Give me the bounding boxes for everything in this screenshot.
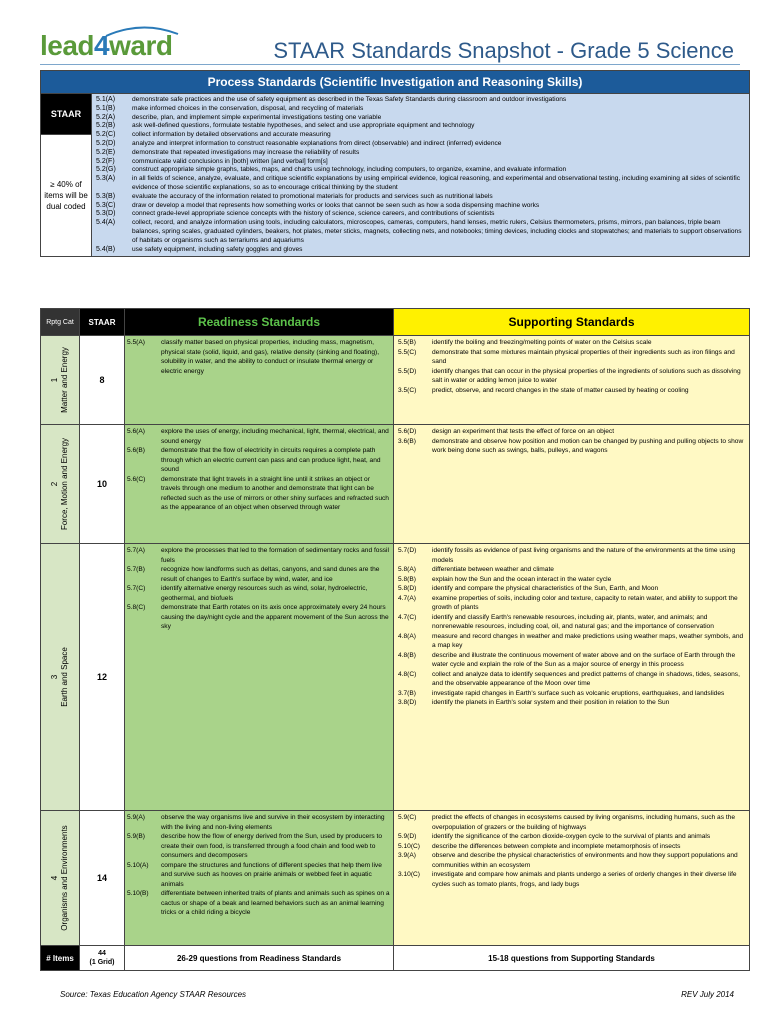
standard-code: 5.7(C): [127, 585, 146, 592]
standards-table: [40, 308, 750, 971]
items-label: # Items: [41, 946, 80, 970]
standard-code: 4.7(C): [398, 613, 417, 621]
standard-code: 5.6(A): [127, 428, 145, 435]
standard-text: identify and classify Earth's renewable resources, including air, plants, water, and animals; and nonrenewable resources, including coal, oil, and natural gas; and the importance of conservation: [432, 613, 714, 630]
standard-code: 5.6(C): [127, 475, 146, 483]
standard-text: investigate rapid changes in Earth's surface such as volcanic eruptions, earthquakes, and landslides: [432, 689, 725, 697]
items-total-number: 44: [98, 950, 106, 957]
standard-code: 5.2(A): [96, 113, 116, 121]
standard-code: 5.9(A): [127, 814, 145, 821]
readiness-standard: [127, 603, 391, 632]
items-total: [80, 946, 125, 970]
category-number: 3: [50, 674, 59, 680]
standard-text: collect, record, and analyze information using tools, including calculators, microscopes, cameras, computers, hand lenses, metric rulers, Celsius thermometers, prisms, mirrors, pan balances, triple beam balances, spring scales, graduated cylinders, beakers, hot plates, meter sticks, magnets, collecting nets, and notebooks; timing devices, including clocks and stopwatches; and materials to support observations of habitats or organisms such as terrariums and aquariums: [132, 219, 742, 244]
standard-text: construct appropriate simple graphs, tables, maps, and charts using technology, including computers, to organize, examine, and evaluate information: [132, 166, 567, 174]
readiness-standard: [127, 475, 391, 513]
process-standard-row: [96, 202, 747, 211]
standard-code: 5.1(B): [96, 104, 116, 112]
readiness-standards-cell: [125, 336, 394, 424]
standard-text: demonstrate safe practices and the use of safety equipment as described in the Texas Safety Standards during classroom and outdoor investigations: [132, 96, 567, 103]
standard-code: 5.8(C): [127, 604, 146, 611]
category-number: 4: [50, 875, 59, 881]
standard-code: 5.10(B): [127, 890, 149, 897]
process-standard-row: [96, 246, 747, 255]
readiness-standard: [127, 338, 391, 376]
standard-code: 5.3(B): [96, 192, 116, 200]
standard-code: 5.4(B): [96, 245, 116, 253]
reporting-category-row: [41, 425, 749, 544]
readiness-standard: [127, 565, 391, 584]
standard-text: describe how the flow of energy derived from the Sun, used by producers to create their own food, is transferred through a food chain and food web to consumers and decomposers: [161, 833, 383, 859]
standard-text: make informed choices in the conservation, disposal, and recycling of materials: [132, 104, 364, 112]
reporting-category-row: [41, 811, 749, 946]
category-item-count: 12: [80, 544, 125, 810]
supporting-standard: [398, 870, 747, 889]
reporting-category-label: [41, 544, 80, 810]
source-note: Source: Texas Education Agency STAAR Resources: [60, 990, 247, 999]
readiness-standard: [127, 832, 391, 861]
readiness-standards-cell: [125, 544, 394, 810]
supporting-standard: [398, 575, 747, 585]
page-title: STAAR Standards Snapshot - Grade 5 Science: [273, 38, 734, 63]
header-staar: STAAR: [80, 309, 125, 335]
standard-code: 5.7(D): [398, 547, 417, 554]
logo-arc-icon: [102, 24, 182, 38]
standard-code: 5.3(D): [96, 210, 116, 218]
standard-code: 5.6(B): [127, 447, 145, 454]
header-supporting: Supporting Standards: [394, 309, 749, 335]
logo-text-4: 4: [94, 30, 110, 61]
standard-text: connect grade-level appropriate science concepts with the history of science, science careers, and contributions of scientists: [132, 210, 495, 218]
standard-text: identify the significance of the carbon dioxide-oxygen cycle to the survival of plants and animals: [432, 833, 711, 840]
standard-text: communicate valid conclusions in [both] written [and verbal] form[s]: [132, 157, 328, 165]
supporting-standard: [398, 565, 747, 575]
standard-code: 5.7(A): [127, 547, 145, 554]
standard-text: examine properties of soils, including color and texture, capacity to retain water, and ability to support the growth of plants: [432, 594, 738, 611]
category-item-count: 8: [80, 336, 125, 424]
standard-text: identify alternative energy resources such as wind, solar, hydroelectric, geothermal, and biofuels: [161, 585, 368, 602]
standard-text: observe the way organisms live and survive in their ecosystem by interacting with the living and non-living elements: [161, 814, 385, 831]
standard-text: investigate and compare how animals and plants undergo a series of orderly changes in their diverse life cycles such as tomato plants, frogs, and lady bugs: [432, 871, 737, 888]
supporting-standard: [398, 842, 747, 852]
process-standard-row: [96, 96, 747, 105]
supporting-standard: [398, 651, 747, 670]
standard-code: 3.7(B): [398, 689, 416, 697]
supporting-standard: [398, 348, 747, 367]
standard-text: explain how the Sun and the ocean interact in the water cycle: [432, 575, 612, 583]
standard-code: 5.5(C): [398, 348, 417, 356]
standard-text: predict the effects of changes in ecosystems caused by living organisms, including humans, such as the overpopulation of grazers or the building of highways: [432, 814, 735, 831]
header-readiness: Readiness Standards: [125, 309, 394, 335]
supporting-standard: [398, 613, 747, 632]
standard-text: analyze and interpret information to construct reasonable explanations from direct (observable) and indirect (inferred) evidence: [132, 139, 502, 147]
standard-text: identify changes that can occur in the physical properties of the ingredients of solutions such as dissolving salt in water or adding lemon juice to water: [432, 367, 741, 384]
standard-code: 5.5(D): [398, 367, 417, 375]
standard-text: identify the boiling and freezing/melting points of water on the Celsius scale: [432, 339, 652, 346]
standard-code: 5.7(B): [127, 566, 145, 573]
readiness-question-count: 26-29 questions from Readiness Standards: [125, 946, 394, 970]
readiness-standard: [127, 427, 391, 446]
standard-text: compare the structures and functions of different species that help them live and survive such as hooves on prairie animals or webbed feet in aquatic animals: [161, 861, 382, 888]
standard-code: 5.6(D): [398, 428, 417, 435]
standard-code: 5.2(E): [96, 148, 116, 156]
header-divider: [40, 64, 740, 65]
standard-code: 5.2(B): [96, 122, 116, 130]
standard-code: 5.10(A): [127, 861, 149, 869]
standard-code: 3.9(A): [398, 852, 416, 859]
standard-code: 5.10(C): [398, 842, 420, 850]
standard-code: 3.6(B): [398, 437, 416, 445]
standard-text: recognize how landforms such as deltas, canyons, and sand dunes are the result of changes to Earth's surface by wind, water, and ice: [161, 566, 380, 583]
standard-text: demonstrate that some mixtures maintain physical properties of their ingredients such as iron filings and sand: [432, 348, 735, 365]
category-name: Force, Motion and Energy: [60, 437, 69, 531]
supporting-standard: [398, 689, 747, 699]
process-standard-row: [96, 166, 747, 175]
reporting-category-row: [41, 336, 749, 425]
supporting-standard: [398, 813, 747, 832]
standard-text: describe, plan, and implement simple experimental investigations testing one variable: [132, 113, 382, 121]
supporting-standard: [398, 632, 747, 651]
category-name: Earth and Space: [60, 647, 69, 707]
supporting-standard: [398, 437, 747, 456]
standard-code: 5.4(A): [96, 219, 116, 227]
process-standards-heading: Process Standards (Scientific Investigation and Reasoning Skills): [41, 71, 749, 94]
standard-code: 3.10(C): [398, 871, 420, 878]
category-number: 1: [50, 377, 59, 383]
category-item-count: 14: [80, 811, 125, 945]
standard-text: demonstrate that the flow of electricity in circuits requires a complete path through which an electric current can pass and can produce light, heat, and sound: [161, 447, 381, 473]
supporting-standard: [398, 584, 747, 594]
process-standard-row: [96, 140, 747, 149]
process-standard-row: [96, 105, 747, 114]
supporting-standard: [398, 670, 747, 689]
standard-text: draw or develop a model that represents how something works or looks that cannot be seen such as how a soda dispensing machine works: [132, 201, 540, 209]
standard-code: 5.9(C): [398, 814, 417, 821]
standard-code: 5.8(A): [398, 566, 416, 573]
reporting-category-label: [41, 811, 80, 945]
supporting-standard: [398, 594, 747, 613]
standard-text: classify matter based on physical properties, including mass, magnetism, physical state (solid, liquid, and gas), relative density (sinking and floating), solubility in water, and the ability to conduct or insulate thermal energy or electric energy: [161, 339, 380, 375]
dual-coded-note: ≥ 40% of items will be dual coded: [41, 135, 91, 256]
process-standards-table: [40, 70, 750, 257]
standard-text: collect information by detailed observations and accurate measuring: [132, 131, 331, 139]
standard-text: design an experiment that tests the effect of force on an object: [432, 428, 615, 435]
process-standard-row: [96, 131, 747, 140]
reporting-category-label: [41, 425, 80, 543]
standard-code: 5.9(B): [127, 833, 145, 840]
logo-text-ward: ward: [109, 30, 173, 61]
standard-code: 5.2(G): [96, 166, 116, 174]
standard-code: 5.9(D): [398, 833, 417, 840]
revision-date: REV July 2014: [681, 990, 734, 999]
reporting-category-row: [41, 544, 749, 811]
standard-text: collect and analyze data to identify sequences and predict patterns of change in shadows, tides, seasons, and the observable appearance of the Moon over time: [432, 670, 740, 687]
process-standard-row: [96, 193, 747, 202]
standard-code: 5.2(D): [96, 139, 116, 147]
standard-code: 3.8(D): [398, 699, 417, 706]
standard-text: measure and record changes in weather and make predictions using weather maps, weather symbols, and a map key: [432, 632, 744, 649]
supporting-standards-cell: [394, 336, 749, 424]
standard-code: 4.8(A): [398, 632, 416, 640]
standard-text: differentiate between weather and climate: [432, 566, 554, 573]
standard-code: 5.5(B): [398, 339, 416, 346]
supporting-standard: [398, 367, 747, 386]
process-standard-row: [96, 122, 747, 131]
standard-text: identify fossils as evidence of past living organisms and the nature of the environments at the time using models: [432, 547, 736, 564]
standard-code: 4.8(C): [398, 670, 417, 678]
process-standard-row: [96, 219, 747, 245]
standard-text: describe and illustrate the continuous movement of water above and on the surface of Earth through the water cycle and explain the role of the Sun as a major source of energy in this process: [432, 651, 736, 668]
process-staar-label: STAAR: [41, 94, 91, 135]
supporting-standards-cell: [394, 425, 749, 543]
process-standard-row: [96, 175, 747, 193]
supporting-standard: [398, 386, 747, 396]
logo-text-lead: lead: [40, 30, 95, 61]
supporting-standard: [398, 338, 747, 348]
category-name: Organisms and Environments: [60, 825, 69, 931]
readiness-standard: [127, 861, 391, 890]
process-standard-row: [96, 114, 747, 123]
supporting-question-count: 15-18 questions from Supporting Standards: [394, 946, 749, 970]
supporting-standard: [398, 546, 747, 565]
standard-code: 5.3(C): [96, 201, 116, 209]
items-total-grid: (1 Grid): [89, 959, 115, 966]
standard-text: in all fields of science, analyze, evaluate, and critique scientific explanations by using empirical evidence, logical reasoning, and experimental and observational testing, including examining all sides of scientific evidence of those scientific explanations, so as to encourage critical thinking by the student: [132, 175, 741, 191]
readiness-standard: [127, 584, 391, 603]
standard-text: describe the differences between complete and incomplete metamorphosis of insects: [432, 842, 681, 850]
supporting-standard: [398, 427, 747, 437]
header-rptg-cat: Rptg Cat: [41, 309, 80, 335]
standard-text: demonstrate that light travels in a straight line until it strikes an object or travels through one medium to another and demonstrate that light can be reflected such as the use of mirrors or other shiny surfaces and refracted such as the appearance of an object when observed through water: [161, 475, 389, 511]
standard-text: demonstrate that repeated investigations may increase the reliability of results: [132, 148, 360, 156]
readiness-standard: [127, 889, 391, 918]
supporting-standard: [398, 832, 747, 842]
readiness-standard: [127, 546, 391, 565]
standard-text: use safety equipment, including safety goggles and gloves: [132, 245, 303, 253]
standard-text: ask well-defined questions, formulate testable hypotheses, and select and use appropriate equipment and technology: [132, 122, 475, 130]
standard-text: differentiate between inherited traits of plants and animals such as spines on a cactus or shape of a beak and learned behaviors such as an animal learning tricks or a child riding a bicycle: [161, 890, 390, 916]
reporting-category-label: [41, 336, 80, 424]
process-standard-row: [96, 210, 747, 219]
standard-text: demonstrate that Earth rotates on its axis once approximately every 24 hours causing the day/night cycle and the apparent movement of the Sun across the sky: [161, 604, 389, 630]
standard-code: 5.8(D): [398, 585, 417, 592]
standard-code: 5.1(A): [96, 96, 116, 103]
standard-code: 4.7(A): [398, 594, 416, 602]
standard-code: 3.5(C): [398, 386, 417, 394]
standard-code: 5.2(F): [96, 157, 115, 165]
process-standard-row: [96, 158, 747, 167]
category-number: 2: [50, 481, 59, 487]
items-summary-row: [41, 946, 749, 970]
readiness-standard: [127, 446, 391, 475]
category-item-count: 10: [80, 425, 125, 543]
readiness-standard: [127, 813, 391, 832]
standard-text: identify and compare the physical characteristics of the Sun, Earth, and Moon: [432, 585, 659, 592]
standard-code: 4.8(B): [398, 651, 416, 659]
supporting-standards-cell: [394, 811, 749, 945]
standard-text: demonstrate and observe how position and motion can be changed by pushing and pulling objects to show work being done such as swings, balls, pulleys, and wagons: [432, 437, 744, 454]
supporting-standard: [398, 851, 747, 870]
process-standards-list: [92, 94, 749, 256]
standard-code: 5.8(B): [398, 575, 416, 583]
standard-code: 5.2(C): [96, 131, 116, 139]
standard-code: 5.5(A): [127, 339, 145, 346]
standard-text: evaluate the accuracy of the information related to promotional materials for products and services such as nutritional labels: [132, 192, 493, 200]
standard-text: predict, observe, and record changes in the state of matter caused by heating or cooling: [432, 386, 689, 394]
standard-text: explore the processes that led to the formation of sedimentary rocks and fossil fuels: [161, 547, 389, 564]
supporting-standard: [398, 698, 747, 708]
category-name: Matter and Energy: [60, 347, 69, 413]
process-standard-row: [96, 149, 747, 158]
standard-text: identify the planets in Earth's solar system and their position in relation to the Sun: [432, 699, 670, 706]
supporting-standards-cell: [394, 544, 749, 810]
readiness-standards-cell: [125, 811, 394, 945]
readiness-standards-cell: [125, 425, 394, 543]
standard-text: explore the uses of energy, including mechanical, light, thermal, electrical, and sound energy: [161, 428, 389, 445]
standard-code: 5.3(A): [96, 175, 116, 183]
standard-text: observe and describe the physical characteristics of environments and how they support populations and communities within an ecosystem: [432, 852, 738, 869]
